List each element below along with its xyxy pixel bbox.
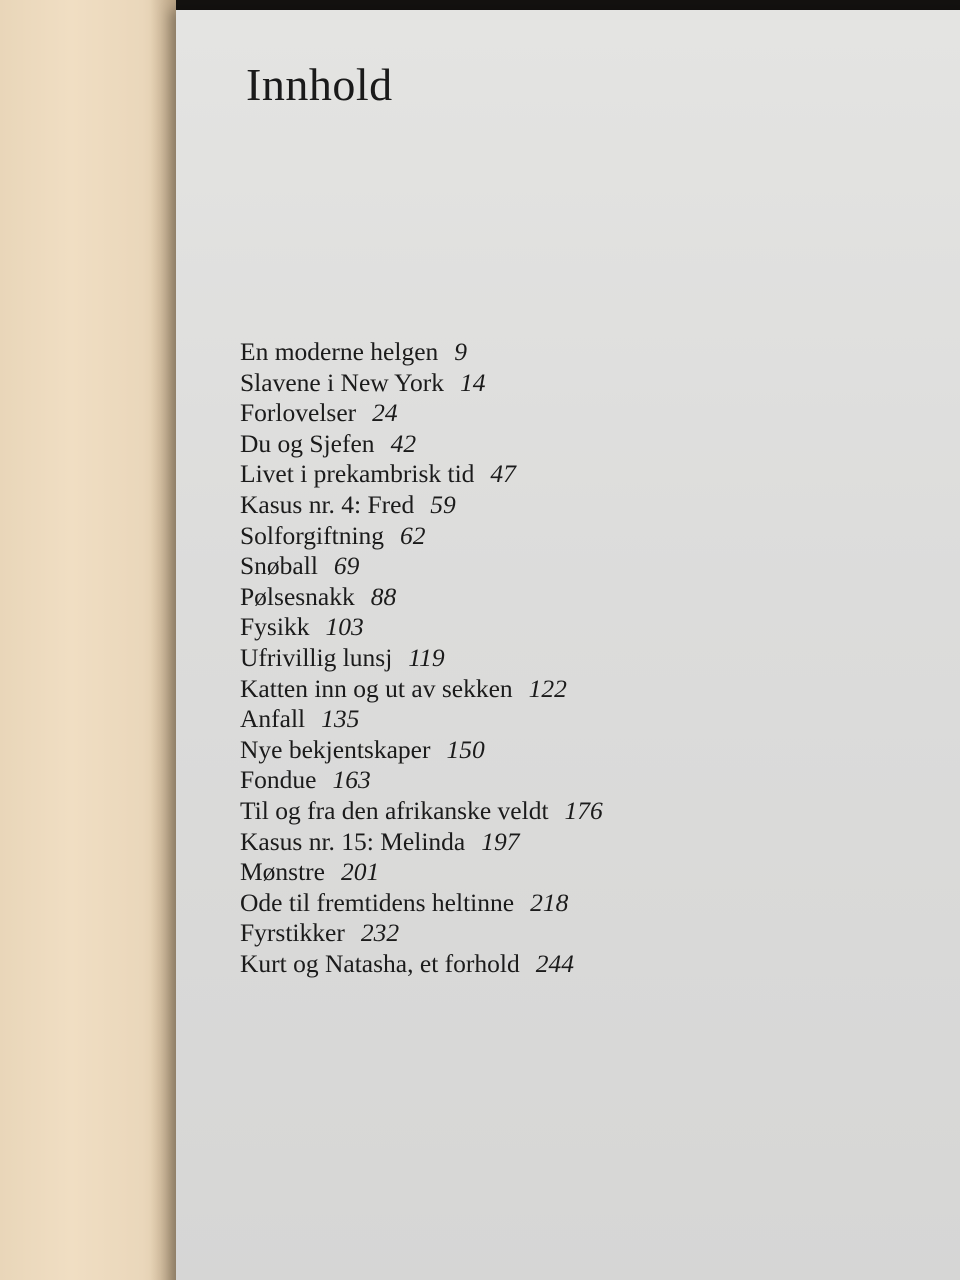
toc-entry (240, 643, 603, 674)
toc-entry-title: Kasus nr. 4: Fred (240, 489, 415, 519)
toc-entry-title: Katten inn og ut av sekken (240, 673, 513, 703)
toc-entry (240, 674, 603, 705)
toc-entry-title: Nye bekjentskaper (240, 734, 431, 764)
toc-entry (240, 888, 603, 919)
toc-entry (240, 765, 603, 796)
page-title: Innhold (246, 59, 393, 110)
toc-entry-title: Mønstre (240, 857, 325, 887)
toc-entry-title: Ufrivillig lunsj (240, 642, 393, 672)
toc-entry-title: Snøball (240, 551, 318, 581)
toc-entry-title: Fysikk (240, 612, 310, 642)
toc-entry (240, 949, 603, 980)
toc-entry-page-number: 163 (332, 765, 371, 795)
toc-entry-title: Anfall (240, 704, 306, 734)
toc-entry (240, 582, 603, 613)
toc-entry-page-number: 24 (372, 398, 398, 428)
toc-entry-title: Slavene i New York (240, 367, 444, 397)
toc-entry-page-number: 218 (530, 887, 569, 917)
toc-entry (240, 735, 603, 766)
toc-entry (240, 398, 603, 429)
toc-entry-title: Kasus nr. 15: Melinda (240, 826, 466, 856)
toc-entry-page-number: 88 (370, 581, 397, 611)
toc-entry-page-number: 244 (535, 948, 574, 978)
toc-entry-page-number: 176 (564, 795, 603, 825)
toc-entry-page-number: 201 (341, 857, 380, 887)
toc-entry (240, 337, 603, 368)
toc-entry-page-number: 59 (430, 489, 456, 519)
toc-entry (240, 368, 603, 399)
toc-entry-page-number: 197 (481, 826, 520, 856)
toc-entry-title: Du og Sjefen (240, 428, 375, 458)
toc-entry (240, 429, 603, 460)
table-of-contents (240, 337, 603, 979)
toc-entry-title: Forlovelser (240, 398, 357, 428)
toc-entry (240, 918, 603, 949)
toc-entry-title: Fyrstikker (240, 918, 345, 948)
toc-entry-title: En moderne helgen (240, 337, 439, 366)
toc-entry-page-number: 150 (446, 734, 485, 764)
toc-entry-title: Pølsesnakk (240, 581, 355, 611)
toc-entry (240, 521, 603, 552)
toc-entry-page-number: 42 (390, 428, 417, 458)
toc-entry (240, 459, 603, 490)
toc-entry (240, 857, 603, 888)
toc-entry-page-number: 14 (460, 367, 486, 397)
toc-entry-page-number: 119 (408, 642, 445, 672)
toc-entry-page-number: 62 (400, 520, 426, 550)
toc-entry-page-number: 135 (321, 704, 360, 734)
toc-entry-page-number: 9 (454, 337, 468, 366)
toc-entry-page-number: 69 (333, 551, 360, 581)
toc-entry-title: Livet i prekambrisk tid (240, 459, 475, 489)
toc-entry (240, 827, 603, 858)
toc-entry-page-number: 47 (490, 459, 516, 489)
toc-entry (240, 490, 603, 521)
toc-entry-title: Ode til fremtidens heltinne (240, 887, 515, 917)
toc-entry (240, 551, 603, 582)
toc-entry-title: Fondue (240, 765, 317, 795)
toc-entry-title: Kurt og Natasha, et forhold (240, 948, 520, 978)
toc-entry-page-number: 232 (360, 918, 400, 948)
toc-entry-title: Solforgiftning (240, 520, 385, 550)
toc-entry (240, 612, 603, 643)
toc-entry-page-number: 103 (325, 612, 364, 642)
toc-entry-title: Til og fra den afrikanske veldt (240, 795, 549, 825)
toc-entry-page-number: 122 (528, 673, 567, 703)
toc-entry (240, 704, 603, 735)
toc-entry (240, 796, 603, 827)
